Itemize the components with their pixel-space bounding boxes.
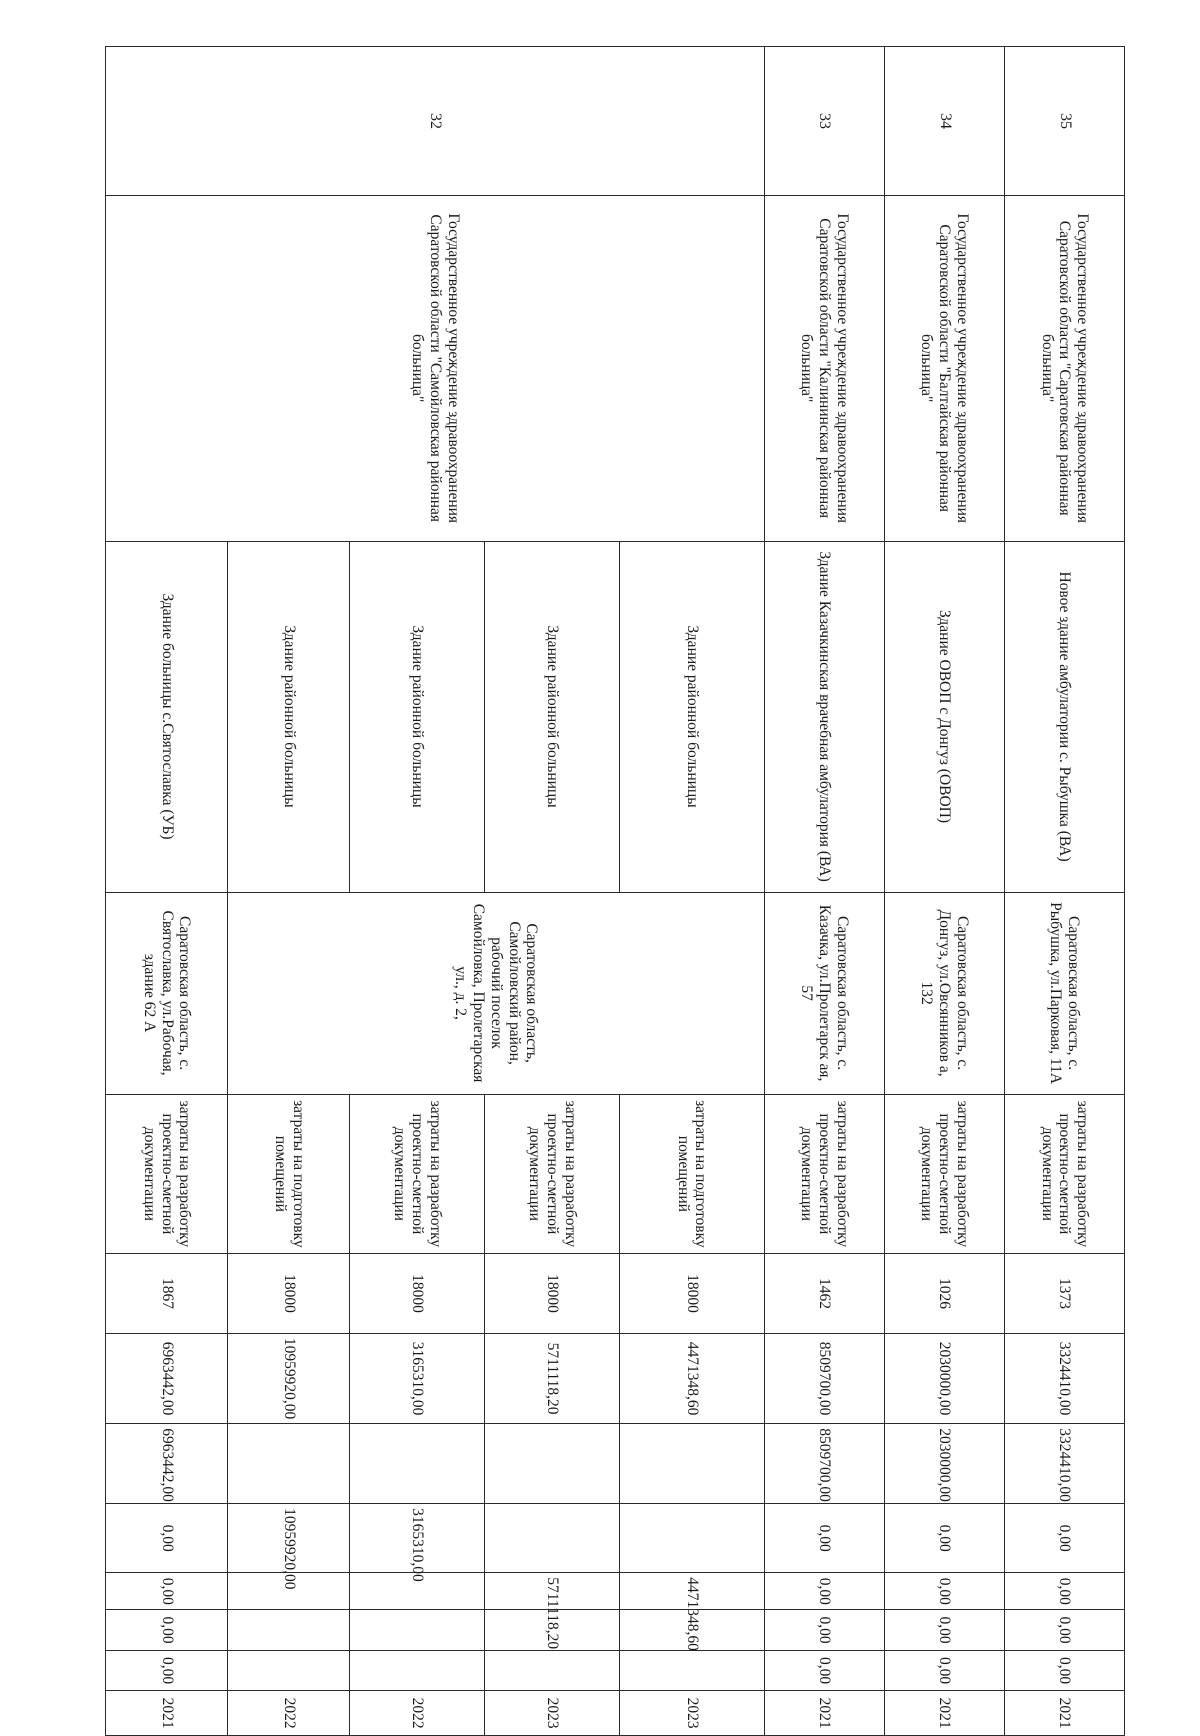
row-number: 32 <box>106 47 765 196</box>
object-name: Здание ОВОП с Донгуз (ОВОП) <box>884 541 1004 892</box>
amount-col-4: 0,00 <box>106 1573 228 1610</box>
amount-col-2: 3324410,00 <box>1004 1424 1124 1504</box>
year-value: 2023 <box>619 1691 764 1736</box>
row-number: 34 <box>884 47 1004 196</box>
object-name: Здание районной больницы <box>350 541 485 892</box>
object-address: Саратовская область, с. Донгуз, ул.Овсянников а, 132 <box>884 892 1004 1094</box>
amount-col-2: 6963442,00 <box>106 1424 228 1504</box>
area-value: 18000 <box>485 1254 620 1334</box>
object-name: Здание районной больницы <box>619 541 764 892</box>
year-value: 2021 <box>884 1691 1004 1736</box>
organization-name: Государственное учреждение здравоохранения Саратовской области "Калининская районная больница" <box>764 195 884 541</box>
amount-col-3: 0,00 <box>1004 1504 1124 1573</box>
amount-col-5: 0,00 <box>1004 1610 1124 1650</box>
amount-col-4: 4471348,60 <box>619 1573 764 1610</box>
total-amount: 10959920,00 <box>228 1333 350 1423</box>
year-value: 2022 <box>350 1691 485 1736</box>
table-row <box>619 47 764 1736</box>
total-amount: 6963442,00 <box>106 1333 228 1423</box>
year-value: 2021 <box>764 1691 884 1736</box>
amount-col-3: 3165310,00 <box>350 1504 485 1573</box>
organization-name: Государственное учреждение здравоохранения Саратовской области "Самойловская районная больница" <box>106 195 765 541</box>
amount-col-6: 0,00 <box>1004 1650 1124 1690</box>
work-type: затраты на разработку проектно-сметной документации <box>106 1094 228 1254</box>
total-amount: 3324410,00 <box>1004 1333 1124 1423</box>
object-name: Здание районной больницы <box>485 541 620 892</box>
amount-col-3: 0,00 <box>106 1504 228 1573</box>
total-amount: 3165310,00 <box>350 1333 485 1423</box>
amount-col-2 <box>228 1424 350 1504</box>
amount-col-2: 2030000,00 <box>884 1424 1004 1504</box>
year-value: 2021 <box>1004 1691 1124 1736</box>
amount-col-5: 0,00 <box>764 1610 884 1650</box>
amount-col-4: 0,00 <box>1004 1573 1124 1610</box>
year-value: 2021 <box>106 1691 228 1736</box>
row-number: 33 <box>764 47 884 196</box>
amount-col-6 <box>485 1650 620 1690</box>
year-value: 2022 <box>228 1691 350 1736</box>
amount-col-2: 8509700,00 <box>764 1424 884 1504</box>
amount-col-3: 10959920,00 <box>228 1504 350 1573</box>
total-amount: 8509700,00 <box>764 1333 884 1423</box>
total-amount: 5711118,20 <box>485 1333 620 1423</box>
amount-col-5: 0,00 <box>884 1610 1004 1650</box>
total-amount: 2030000,00 <box>884 1333 1004 1423</box>
area-value: 18000 <box>619 1254 764 1334</box>
amount-col-3 <box>485 1504 620 1573</box>
area-value: 18000 <box>350 1254 485 1334</box>
amount-col-6 <box>350 1650 485 1690</box>
object-address: Саратовская область, с. Казачка, ул.Пролетарск ая, 57 <box>764 892 884 1094</box>
amount-col-4: 5711118,20 <box>485 1573 620 1610</box>
work-type: затраты на разработку проектно-сметной документации <box>1004 1094 1124 1254</box>
object-address: Саратовская область, Самойловский район, рабочий поселок Самойловка, Пролетарская ул., д. 2, <box>228 892 764 1094</box>
amount-col-2 <box>619 1424 764 1504</box>
amount-col-5 <box>228 1610 350 1650</box>
area-value: 1026 <box>884 1254 1004 1334</box>
total-amount: 4471348,60 <box>619 1333 764 1423</box>
area-value: 1373 <box>1004 1254 1124 1334</box>
amount-col-3: 0,00 <box>884 1504 1004 1573</box>
work-type: затраты на разработку проектно-сметной документации <box>350 1094 485 1254</box>
object-address: Саратовская область, с. Рыбушка, ул.Парковая, 11А <box>1004 892 1124 1094</box>
amount-col-6: 0,00 <box>764 1650 884 1690</box>
amount-col-6: 0,00 <box>106 1650 228 1690</box>
amount-col-3 <box>619 1504 764 1573</box>
area-value: 1867 <box>106 1254 228 1334</box>
organization-name: Государственное учреждение здравоохранения Саратовской области "Саратовская районная больница" <box>1004 195 1124 541</box>
amount-col-3: 0,00 <box>764 1504 884 1573</box>
row-number: 35 <box>1004 47 1124 196</box>
area-value: 18000 <box>228 1254 350 1334</box>
capital-repair-table <box>105 46 1125 1736</box>
object-name: Здание больницы с.Святославка (УБ) <box>106 541 228 892</box>
amount-col-4: 0,00 <box>884 1573 1004 1610</box>
work-type: затраты на подготовку помещений <box>228 1094 350 1254</box>
amount-col-6 <box>228 1650 350 1690</box>
area-value: 1462 <box>764 1254 884 1334</box>
table-row <box>884 47 1004 1736</box>
rotated-document-sheet <box>105 46 1125 1736</box>
amount-col-2 <box>350 1424 485 1504</box>
object-name: Здание Казачкинская врачебная амбулатория (ВА) <box>764 541 884 892</box>
work-type: затраты на разработку проектно-сметной документации <box>764 1094 884 1254</box>
amount-col-5: 0,00 <box>106 1610 228 1650</box>
work-type: затраты на подготовку помещений <box>619 1094 764 1254</box>
year-value: 2023 <box>485 1691 620 1736</box>
table-row <box>1004 47 1124 1736</box>
object-name: Здание районной больницы <box>228 541 350 892</box>
amount-col-5 <box>350 1610 485 1650</box>
amount-col-4: 0,00 <box>764 1573 884 1610</box>
work-type: затраты на разработку проектно-сметной документации <box>485 1094 620 1254</box>
object-address: Саратовская область, с. Святославка, ул.Рабочая, здание 62 А <box>106 892 228 1094</box>
amount-col-6 <box>619 1650 764 1690</box>
object-name: Новое здание амбулатории с. Рыбушка (ВА) <box>1004 541 1124 892</box>
amount-col-2 <box>485 1424 620 1504</box>
work-type: затраты на разработку проектно-сметной документации <box>884 1094 1004 1254</box>
organization-name: Государственное учреждение здравоохранения Саратовской области "Балтайская районная больница" <box>884 195 1004 541</box>
amount-col-6: 0,00 <box>884 1650 1004 1690</box>
table-row <box>764 47 884 1736</box>
